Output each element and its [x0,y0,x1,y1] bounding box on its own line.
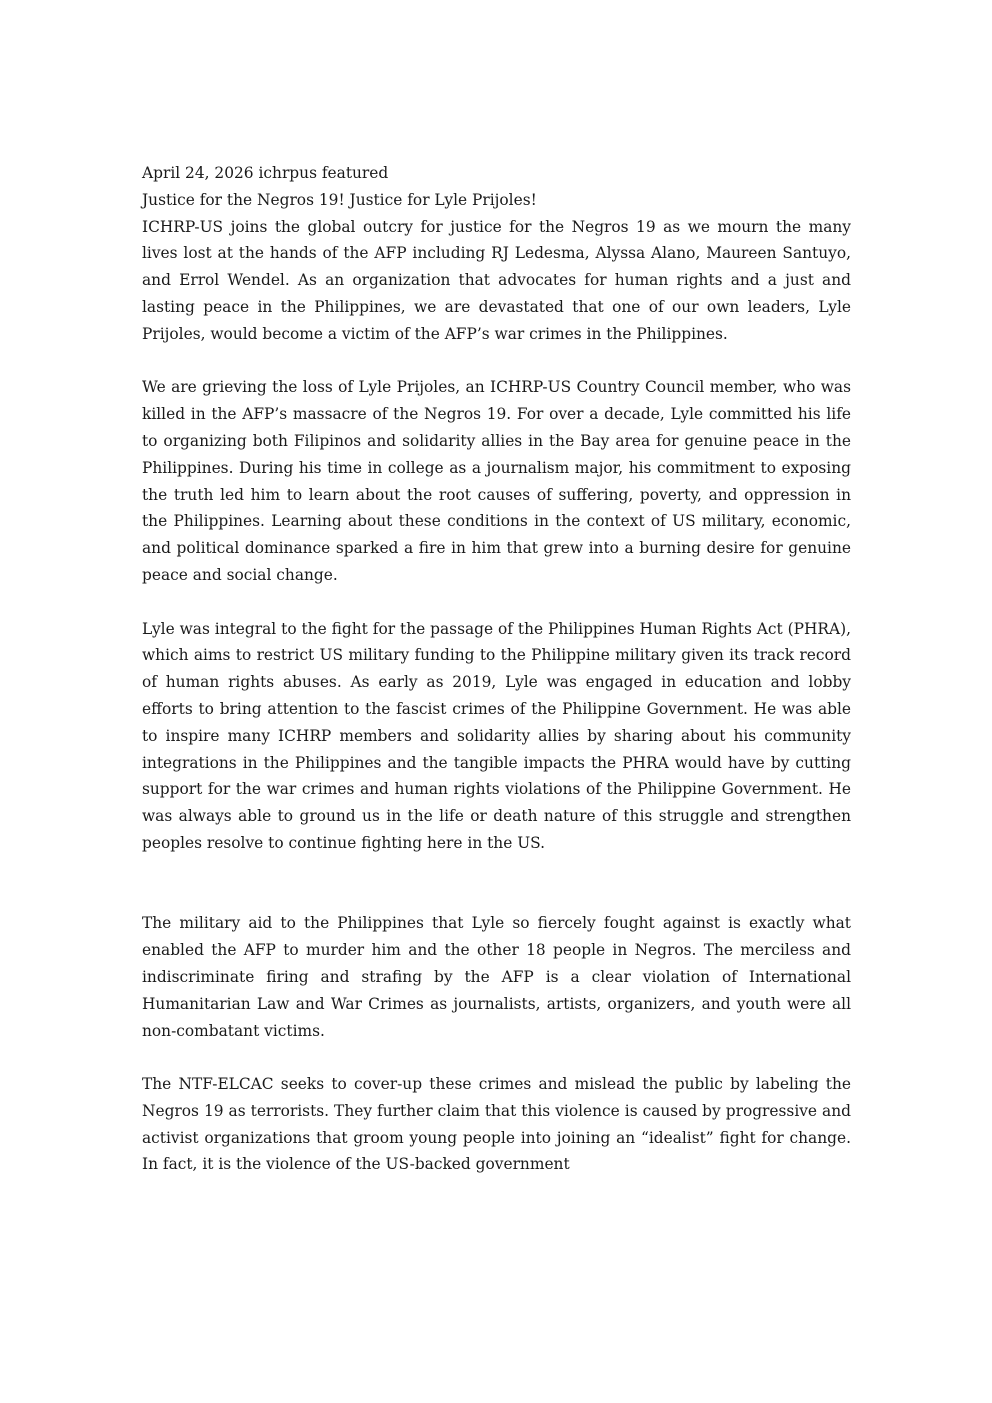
article-title: Justice for the Negros 19! Justice for Lyle Prijoles! [142,190,537,209]
paragraph-spacer [142,348,851,375]
paragraph-military-aid: The military aid to the Philippines that Lyle so fiercely fought against is exactly what enabled the AFP to murder him and the other 18 people in Negros. The merciless and indiscriminate firing and strafing by the AFP is a clear violation of International Humanitarian Law and War Crimes as journalists, artists, organizers, and youth were all non-combatant victims. [142,914,851,1040]
article [142,160,851,1178]
post-meta: April 24, 2026 ichrpus featured [142,164,389,182]
paragraph-grieving: We are grieving the loss of Lyle Prijoles, an ICHRP-US Country Council member, who was killed in the AFP’s massacre of the Negros 19. For over a decade, Lyle committed his life to organizing both Filipinos and solidarity allies in the Bay area for genuine peace in the Philippines. During his time in college as a journalism major, his commitment to exposing the truth led him to learn about the root causes of suffering, poverty, and oppression in the Philippines. Learning about these conditions in the context of US military, economic, and political dominance sparked a fire in him that grew into a burning desire for genuine peace and social change. [142,378,851,584]
paragraph-spacer [142,589,851,616]
paragraph-phra: Lyle was integral to the fight for the passage of the Philippines Human Rights Act (PHRA), which aims to restrict US military funding to the Philippine military given its track record of human rights abuses. As early as 2019, Lyle was engaged in education and lobby efforts to bring attention to the fascist crimes of the Philippine Government. He was able to inspire many ICHRP members and solidarity allies by sharing about his community integrations in the Philippines and the tangible impacts the PHRA would have by cutting support for the war crimes and human rights violations of the Philippine Government. He was always able to ground us in the life or death nature of this struggle and strengthen peoples resolve to continue fighting here in the US. [142,619,851,852]
paragraph-intro: ICHRP-US joins the global outcry for justice for the Negros 19 as we mourn the many lives lost at the hands of the AFP including RJ Ledesma, Alyssa Alano, Maureen Santuyo, and Errol Wendel. As an organization that advocates for human rights and a just and lasting peace in the Philippines, we are devastated that one of our own leaders, Lyle Prijoles, would become a victim of the AFP’s war crimes in the Philippines. [142,217,851,343]
paragraph-spacer [142,857,851,911]
paragraph-ntf-elcac: The NTF-ELCAC seeks to cover-up these crimes and mislead the public by labeling the Negros 19 as terrorists. They further claim that this violence is caused by progressive and activist organizations that groom young people into joining an “idealist” fight for change. In fact, it is the violence of the US-backed government [142,1075,851,1174]
paragraph-spacer [142,1044,851,1071]
